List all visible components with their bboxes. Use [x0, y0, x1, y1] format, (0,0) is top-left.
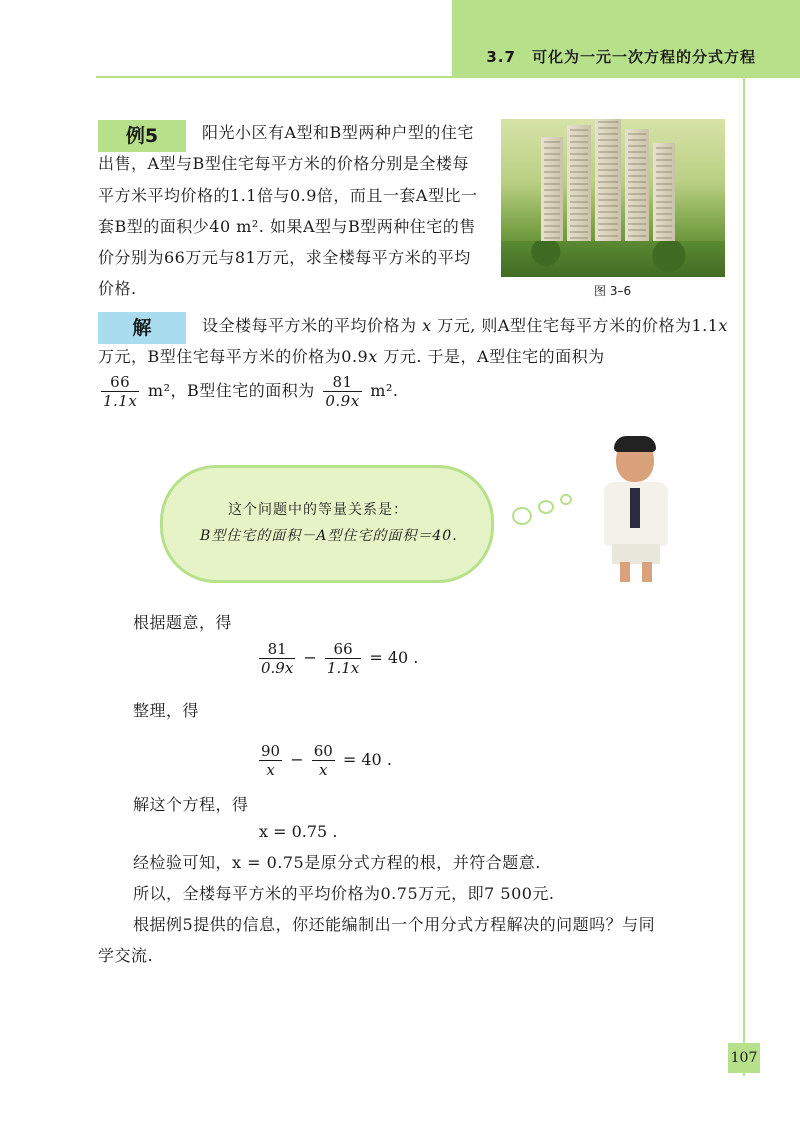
equation-2: $\frac{90}{x}$ − $\frac{60}{x}$ = 40 . [261, 742, 392, 779]
step-text: 整理，得 [133, 701, 200, 720]
figure-caption: 图 3–6 [594, 284, 632, 298]
thought-bubble [560, 494, 572, 505]
equation-3: x = 0.75 . [259, 822, 338, 841]
equation-1: $\frac{81}{0.9x}$ − $\frac{66}{1.1x}$ = 40 . [261, 640, 419, 677]
step-text: 根据例5提供的信息，你还能编制出一个用分式方程解决的问题吗？与同 [133, 915, 656, 934]
chapter-title: 3.7 可化为一元一次方程的分式方程 [486, 48, 756, 66]
step-text: 所以，全楼每平方米的平均价格为0.75万元，即7 500元. [133, 884, 555, 903]
thought-text: 这个问题中的等量关系是： B型住宅的面积－A型住宅的面积＝40. [200, 502, 458, 544]
header-rule [96, 76, 800, 78]
example-text: 阳光小区有A型和B型两种户型的住宅出售，A型与B型住宅每平方米的价格分别是全楼每平方米平均价格的1.1倍与0.9倍，而且一套A型比一套B型的面积少40 m². 如果A型与B型两种住宅的售价分别为66万元与81万元，求全楼每平方米的平均价格. [98, 123, 478, 299]
fraction-area-b: $\frac{81}{0.9x}$ [325, 372, 360, 410]
building-photo [501, 119, 725, 277]
step-text: 学交流. [98, 946, 154, 965]
example-tag: 例5 [98, 120, 186, 152]
solution-text: 设全楼每平方米的平均价格为 x 万元, 则A型住宅每平方米的价格为1.1x 万元，B型住宅每平方米的价格为0.9x 万元. 于是，A型住宅的面积为 $\frac{66}{1.1x}$ m²，B型住宅的面积为 $\frac{81}{0.9x}$ m². [98, 316, 728, 410]
student-illustration [598, 438, 680, 583]
step-text: 解这个方程，得 [133, 795, 249, 814]
step-text: 根据题意，得 [133, 613, 233, 632]
fraction-area-a: $\frac{66}{1.1x}$ [103, 372, 138, 410]
page-number: 107 [728, 1043, 760, 1073]
thought-bubble [538, 500, 554, 514]
thought-bubble [512, 507, 532, 525]
step-text: 经检验可知，x = 0.75是原分式方程的根，并符合题意. [133, 853, 541, 872]
side-rule [743, 76, 745, 1076]
solution-tag: 解 [98, 312, 186, 344]
